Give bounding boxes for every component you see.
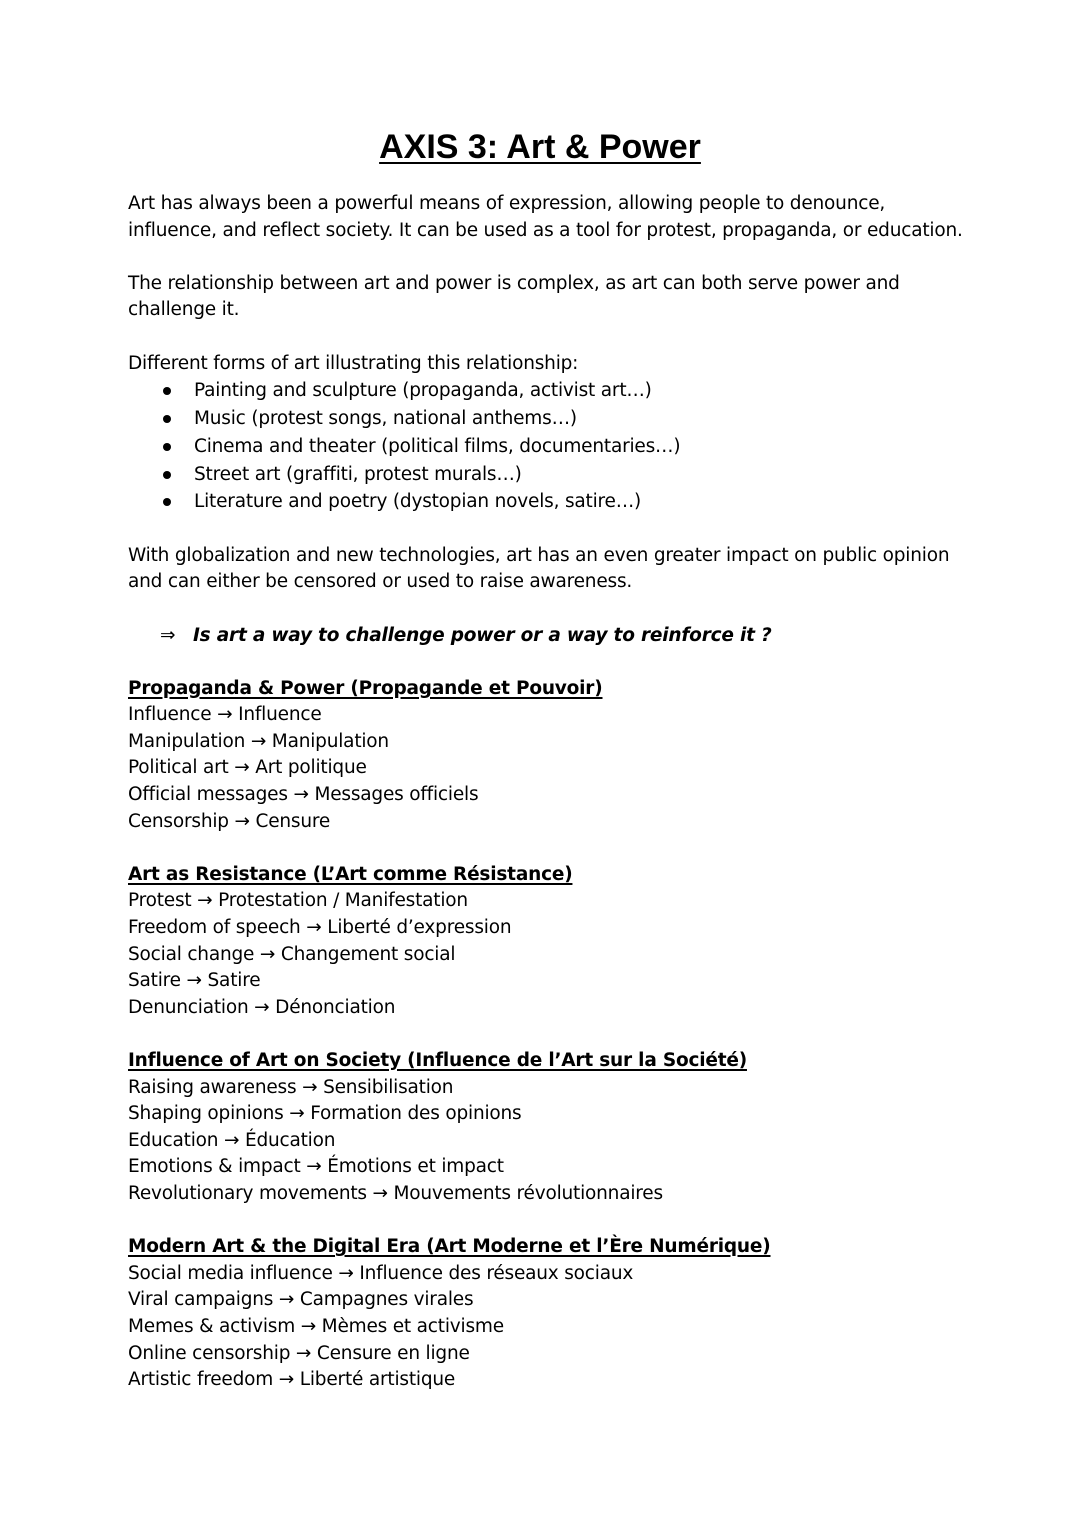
section-title: Influence of Art on Society (Influence de l’Art sur la Société) — [128, 1050, 747, 1072]
list-item: Music (protest songs, national anthems…) — [128, 405, 968, 433]
vocab-line: Denunciation → Dénonciation — [128, 996, 396, 1018]
list-item: Painting and sculpture (propaganda, activist art…) — [128, 377, 968, 405]
key-question-text: Is art a way to challenge power or a way to reinforce it ? — [193, 624, 772, 646]
vocab-line: Political art → Art politique — [128, 757, 367, 779]
list-item: Literature and poetry (dystopian novels, satire…) — [128, 488, 968, 516]
section-art-resistance — [128, 862, 968, 1022]
section-modern-digital — [128, 1234, 968, 1394]
page-title — [0, 126, 1080, 168]
globalization-paragraph: With globalization and new technologies, art has an even greater impact on public opinion and can either be censored or used to raise awareness. — [128, 544, 950, 593]
vocab-line: Social media influence → Influence des réseaux sociaux — [128, 1262, 634, 1284]
vocab-line: Raising awareness → Sensibilisation — [128, 1076, 454, 1098]
forms-intro: Different forms of art illustrating this relationship: — [128, 352, 579, 374]
vocab-line: Manipulation → Manipulation — [128, 730, 389, 752]
vocab-line: Memes & activism → Mèmes et activisme — [128, 1315, 504, 1337]
vocab-line: Online censorship → Censure en ligne — [128, 1342, 470, 1364]
document-body — [128, 191, 968, 1394]
vocab-line: Influence → Influence — [128, 704, 322, 726]
vocab-line: Official messages → Messages officiels — [128, 784, 479, 806]
list-item: Street art (graffiti, protest murals…) — [128, 461, 968, 489]
vocab-line: Revolutionary movements → Mouvements révolutionnaires — [128, 1182, 663, 1204]
key-question — [128, 623, 968, 650]
vocab-line: Artistic freedom → Liberté artistique — [128, 1369, 456, 1391]
intro-paragraph-1: Art has always been a powerful means of expression, allowing people to denounce, influence, and reflect society. It can be used as a tool for protest, propaganda, or education. — [128, 193, 963, 241]
list-item: Cinema and theater (political films, documentaries…) — [128, 433, 968, 461]
section-propaganda-power — [128, 676, 968, 836]
section-title: Modern Art & the Digital Era (Art Moderne et l’Ère Numérique) — [128, 1236, 771, 1258]
section-influence-society — [128, 1048, 968, 1208]
vocab-line: Social change → Changement social — [128, 943, 456, 965]
page-title-text: AXIS 3: Art & Power — [379, 128, 701, 166]
vocab-line: Protest → Protestation / Manifestation — [128, 890, 468, 912]
vocab-line: Shaping opinions → Formation des opinions — [128, 1103, 522, 1125]
intro-paragraph-2: The relationship between art and power is complex, as art can both serve power and challenge it. — [128, 272, 900, 321]
section-title: Propaganda & Power (Propagande et Pouvoir) — [128, 677, 603, 699]
vocab-line: Censorship → Censure — [128, 810, 331, 832]
vocab-line: Satire → Satire — [128, 970, 261, 992]
vocab-line: Viral campaigns → Campagnes virales — [128, 1289, 474, 1311]
forms-list — [128, 377, 968, 516]
vocab-line: Education → Éducation — [128, 1129, 336, 1151]
section-title: Art as Resistance (L’Art comme Résistance) — [128, 863, 573, 885]
double-arrow-icon: ⇒ — [160, 624, 176, 646]
vocab-line: Emotions & impact → Émotions et impact — [128, 1156, 504, 1178]
vocab-line: Freedom of speech → Liberté d’expression — [128, 917, 512, 939]
